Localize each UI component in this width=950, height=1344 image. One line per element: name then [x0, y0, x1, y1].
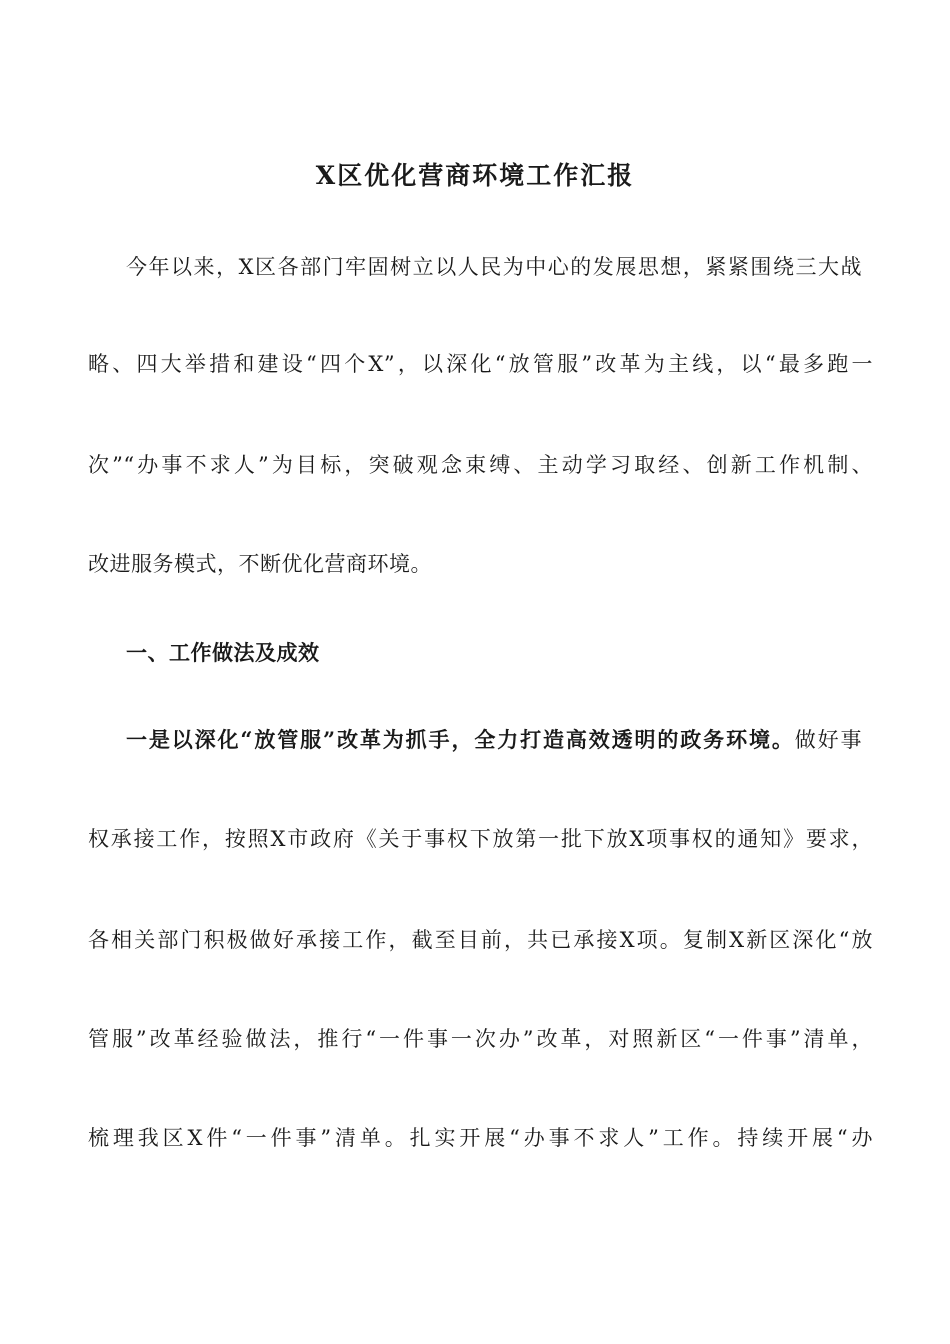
para1-lead-rest: 做好事 [794, 728, 863, 752]
section-heading: 一、工作做法及成效 [126, 640, 320, 665]
intro-line-1: 今年以来，X区各部门牢固树立以人民为中心的发展思想，紧紧围绕三大战 [126, 255, 862, 279]
document-title: X区优化营商环境工作汇报 [315, 161, 635, 190]
intro-line-4: 改进服务模式，不断优化营商环境。 [88, 552, 432, 576]
para1-line-5: 梳理我区X件“一件事”清单。扎实开展“办事不求人”工作。持续开展“办 [88, 1126, 873, 1150]
intro-line-2: 略、四大举措和建设“四个X”，以深化“放管服”改革为主线，以“最多跑一 [88, 352, 873, 376]
para1-line-3: 各相关部门积极做好承接工作，截至目前，共已承接X项。复制X新区深化“放 [88, 928, 873, 952]
para1-line-4: 管服”改革经验做法，推行“一件事一次办”改革，对照新区“一件事”清单， [88, 1027, 873, 1051]
para1-bold-lead: 一是以深化“放管服”改革为抓手，全力打造高效透明的政务环境。 [126, 727, 795, 752]
para1-line-1 [126, 725, 862, 755]
intro-line-3: 次”“办事不求人”为目标，突破观念束缚、主动学习取经、创新工作机制、 [88, 453, 873, 477]
para1-line-2: 权承接工作，按照X市政府《关于事权下放第一批下放X项事权的通知》要求， [88, 827, 873, 851]
